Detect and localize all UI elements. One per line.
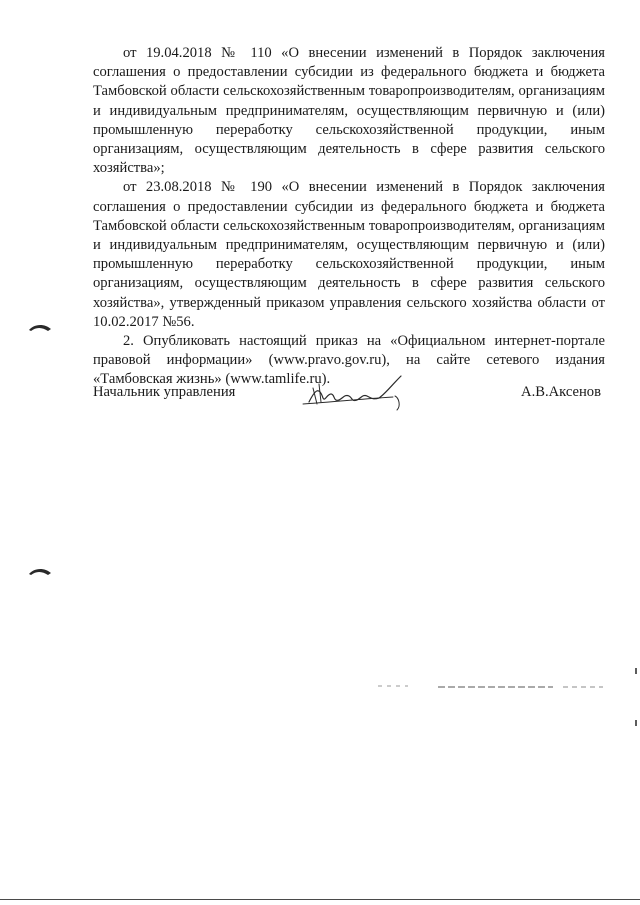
signatory-title: Начальник управления	[93, 384, 236, 400]
scan-edge-dash-1	[630, 668, 640, 728]
paragraph-order-190: от 23.08.2018 № 190 «О внесении изменений в Порядок заключения соглашения о предоставлении субсидии из федерального бюджета и бюджета Тамбовской области сельскохозяйственным товаропроизводителям, организациям и индивидуальным предпринимателям, осуществляющим первичную и (или) промышленную переработку сельскохозяйственной продукции, иным организациям, осуществляющим деятельность в сфере развития сельского хозяйства», утвержденный приказом управления сельского хозяйства области от 10.02.2017 №56.	[93, 179, 605, 330]
signature-block	[93, 384, 605, 414]
scan-bottom-edge	[0, 899, 640, 900]
document-body	[93, 44, 605, 390]
scan-hole-mark-top	[28, 322, 52, 332]
signatory-name: А.В.Аксенов	[521, 384, 601, 400]
scan-hole-mark-bottom	[28, 566, 52, 576]
handwritten-signature	[301, 372, 421, 412]
scan-dashed-line	[378, 682, 608, 692]
paragraph-order-110: от 19.04.2018 № 110 «О внесении изменений в Порядок заключения соглашения о предоставлении субсидии из федерального бюджета и бюджета Тамбовской области сельскохозяйственным товаропроизводителям, организациям и индивидуальным предпринимателям, осуществляющим первичную и (или) промышленную переработку сельскохозяйственной продукции, иным организациям, осуществляющим деятельность в сфере развития сельского хозяйства»;	[93, 45, 605, 177]
paragraph-publication: 2. Опубликовать настоящий приказ на «Официальном интернет-портале правовой информации» (www.pravo.gov.ru), на сайте сетевого издания «Тамбовская жизнь» (www.tamlife.ru).	[93, 333, 605, 388]
